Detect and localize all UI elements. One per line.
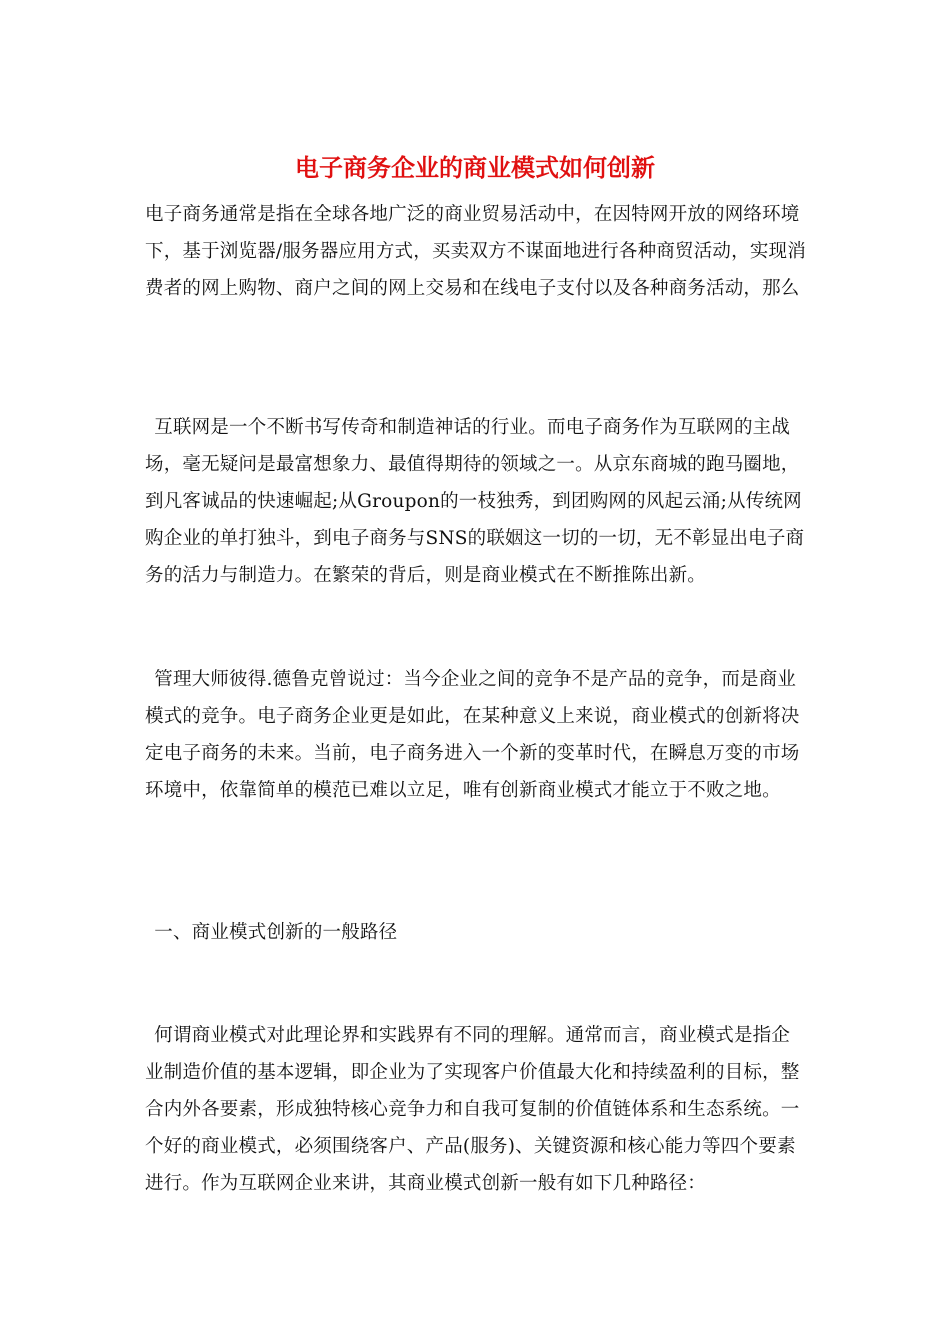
body-paragraph-1: 互联网是一个不断书写传奇和制造神话的行业。而电子商务作为互联网的主战场，毫无疑问是最富想象力、最值得期待的领域之一。从京东商城的跑马圈地，到凡客诚品的快速崛起;从Groupon的一枝独秀，到团购网的风起云涌;从传统网购企业的单打独斗，到电子商务与SNS的联姻这一切的一切，无不彰显出电子商务的活力与制造力。在繁荣的背后，则是商业模式在不断推陈出新。 — [145, 417, 805, 586]
intro-paragraph: 电子商务通常是指在全球各地广泛的商业贸易活动中，在因特网开放的网络环境下，基于浏览器/服务器应用方式，买卖双方不谋面地进行各种商贸活动，实现消费者的网上购物、商户之间的网上交易和在线电子支付以及各种商务活动，那么 — [145, 204, 806, 299]
section-heading: 一、商业模式创新的一般路径 — [154, 922, 398, 943]
document-title: 电子商务企业的商业模式如何创新 — [295, 154, 655, 182]
body-paragraph-3: 何谓商业模式对此理论界和实践界有不同的理解。通常而言，商业模式是指企业制造价值的基本逻辑，即企业为了实现客户价值最大化和持续盈利的目标，整合内外各要素，形成独特核心竞争力和自我可复制的价值链体系和生态系统。一个好的商业模式，必须围绕客户、产品(服务)、关键资源和核心能力等四个要素进行。作为互联网企业来讲，其商业模式创新一般有如下几种路径： — [145, 1025, 800, 1194]
body-paragraph-2: 管理大师彼得.德鲁克曾说过：当今企业之间的竞争不是产品的竞争，而是商业模式的竞争。电子商务企业更是如此，在某种意义上来说，商业模式的创新将决定电子商务的未来。当前，电子商务进入一个新的变革时代，在瞬息万变的市场环境中，依靠简单的模范已难以立足，唯有创新商业模式才能立于不败之地。 — [145, 669, 800, 801]
